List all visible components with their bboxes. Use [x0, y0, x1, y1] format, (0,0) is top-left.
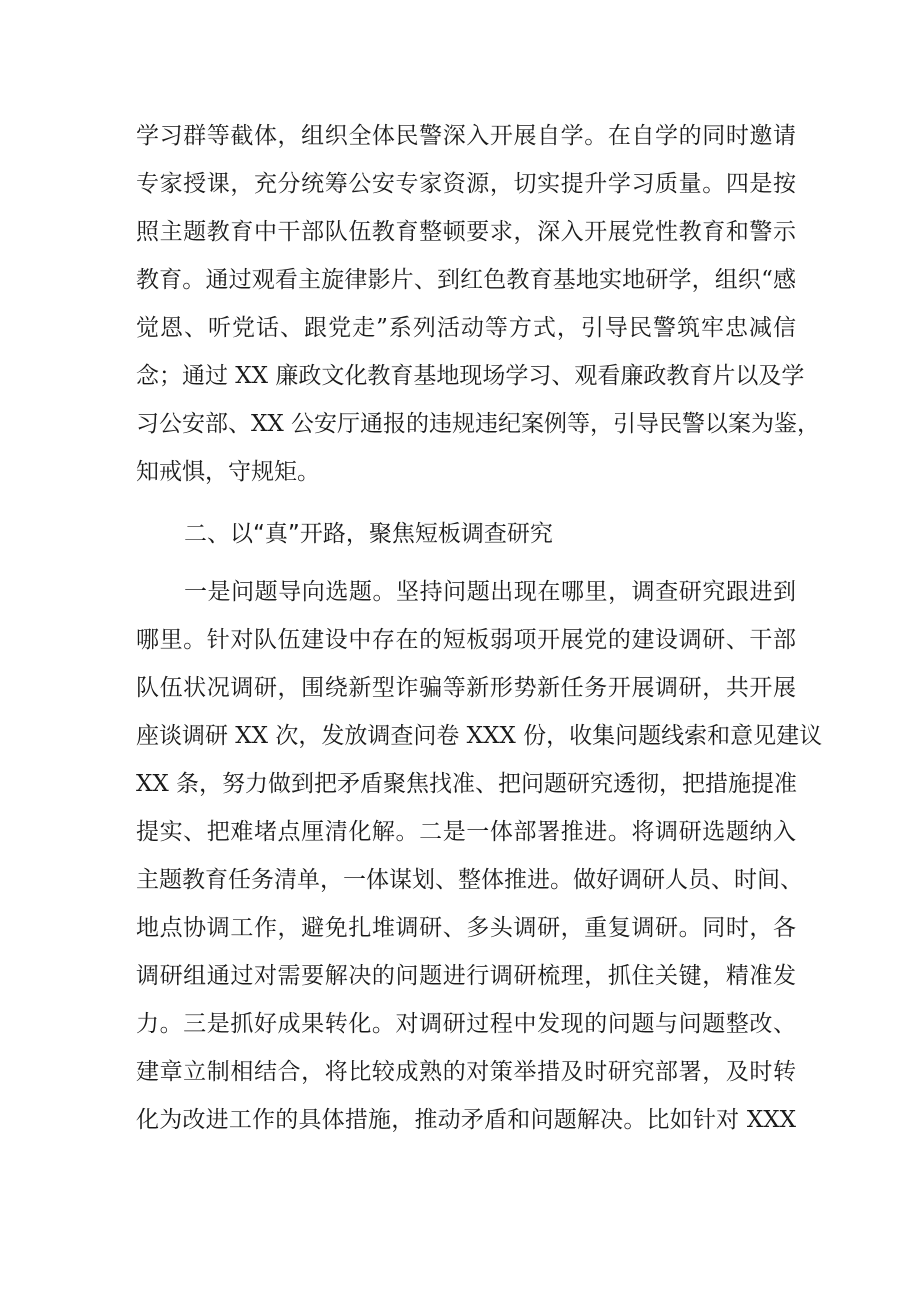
paragraph-line: 地点协调工作，避免扎堆调研、多头调研，重复调研。同时，各	[136, 915, 796, 941]
paragraph-line: 主题教育任务清单，一体谋划、整体推进。做好调研人员、时间、	[136, 867, 803, 893]
paragraph-line: 照主题教育中干部队伍教育整顿要求，深入开展党性教育和警示	[136, 219, 796, 245]
paragraph-line: 一是问题导向选题。坚持问题出现在哪里，调查研究跟进到	[184, 579, 796, 605]
paragraph-line: 专家授课，充分统筹公安专家资源，切实提升学习质量。四是按	[136, 171, 796, 197]
paragraph-line: 知戒惧，守规矩。	[136, 459, 320, 485]
paragraph-line: 队伍状况调研，围绕新型诈骗等新形势新任务开展调研，共开展	[136, 675, 796, 701]
paragraph-line: 学习群等截体，组织全体民警深入开展自学。在自学的同时邀请	[136, 123, 796, 149]
paragraph-line: 觉恩、听党话、跟党走”系列活动等方式，引导民警筑牢忠减信	[136, 315, 796, 341]
paragraph-line: 化为改进工作的具体措施，推动矛盾和问题解决。比如针对 XXX	[136, 1107, 796, 1133]
paragraph-line: 建章立制相结合，将比较成熟的对策举措及时研究部署，及时转	[136, 1059, 796, 1085]
section-heading: 二、以“真”开路，聚焦短板调查研究	[184, 521, 553, 547]
paragraph-line: 习公安部、XX 公安厅通报的违规违纪案例等，引导民警以案为鉴，	[136, 411, 821, 437]
paragraph-line: 念；通过 XX 廉政文化教育基地现场学习、观看廉政教育片以及学	[136, 363, 805, 389]
paragraph-line: 力。三是抓好成果转化。对调研过程中发现的问题与问题整改、	[136, 1011, 796, 1037]
paragraph-line: 调研组通过对需要解决的问题进行调研梳理，抓住关键，精准发	[136, 963, 796, 989]
paragraph-line: 座谈调研 XX 次，发放调查问卷 XXX 份，收集问题线索和意见建议	[136, 723, 823, 749]
paragraph-line: XX 条，努力做到把矛盾聚焦找准、把问题研究透彻，把措施提准	[136, 771, 798, 797]
paragraph-line: 教育。通过观看主旋律影片、到红色教育基地实地研学，组织“感	[136, 267, 796, 293]
paragraph-line: 提实、把难堵点厘清化解。二是一体部署推进。将调研选题纳入	[136, 819, 796, 845]
paragraph-line: 哪里。针对队伍建设中存在的短板弱项开展党的建设调研、干部	[136, 627, 796, 653]
